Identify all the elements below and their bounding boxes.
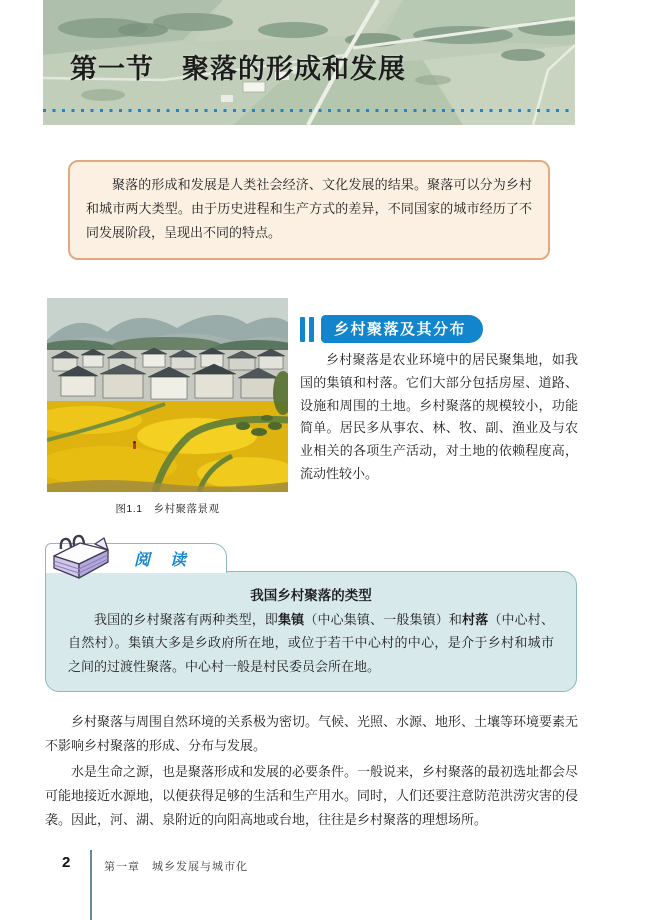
reading-tab-label: 阅 读 xyxy=(134,552,189,569)
reading-title: 我国乡村聚落的类型 xyxy=(250,588,372,603)
section-body-text: 乡村聚落是农业环境中的居民聚集地，如我国的集镇和村落。它们大部分包括房屋、道路、设施和周围的土地。乡村聚落的规模较小，功能简单。居民多从事农、林、牧、副、渔业及与农业相关的各项生产活动，对土地的依赖程度高，流动性较小。 xyxy=(300,352,578,481)
dotted-line-divider xyxy=(43,109,575,112)
intro-summary-box xyxy=(68,160,550,260)
main-text-block xyxy=(45,710,578,834)
notebook-icon xyxy=(48,534,114,588)
figure-caption: 图1.1 乡村聚落景观 xyxy=(115,503,220,515)
paragraph: 乡村聚落与周围自然环境的关系极为密切。气候、光照、水源、地形、土壤等环境要素无不影响乡村聚落的形成、分布与发展。 xyxy=(45,714,579,754)
footer-chapter-title: 第一章 城乡发展与城市化 xyxy=(104,861,248,873)
reading-box xyxy=(45,571,577,692)
paragraph: 水是生命之源，也是聚落形成和发展的必要条件。一般说来，乡村聚落的最初选址都会尽可能地接近水源地，以便获得足够的生活和生产用水。同时，人们还要注意防范洪涝灾害的侵袭。因此，河、湖、泉附近的向阳高地或台地，往往是乡村聚落的理想场所。 xyxy=(45,764,579,828)
section-heading-label: 乡村聚落及其分布 xyxy=(321,315,483,343)
double-bar-icon xyxy=(300,317,305,342)
double-bar-icon xyxy=(309,317,314,342)
section-column xyxy=(300,316,578,486)
figure-village-photo xyxy=(47,298,288,492)
page-title: 第一节 聚落的形成和发展 xyxy=(70,54,406,84)
footer-divider xyxy=(90,850,92,920)
page-number: 2 xyxy=(62,854,71,871)
reading-body-text: 我国的乡村聚落有两种类型，即集镇（中心集镇、一般集镇）和村落（中心村、自然村）。集镇大多是乡政府所在地，或位于若干中心村的中心，是介于乡村和城市之间的过渡性聚落。中心村一般是村民委员会所在地。 xyxy=(68,612,554,674)
intro-text: 聚落的形成和发展是人类社会经济、文化发展的结果。聚落可以分为乡村和城市两大类型。由于历史进程和生产方式的差异，不同国家的城市经历了不同发展阶段，呈现出不同的特点。 xyxy=(86,177,532,241)
section-heading xyxy=(300,316,578,342)
village-landscape-graphic xyxy=(47,298,288,492)
